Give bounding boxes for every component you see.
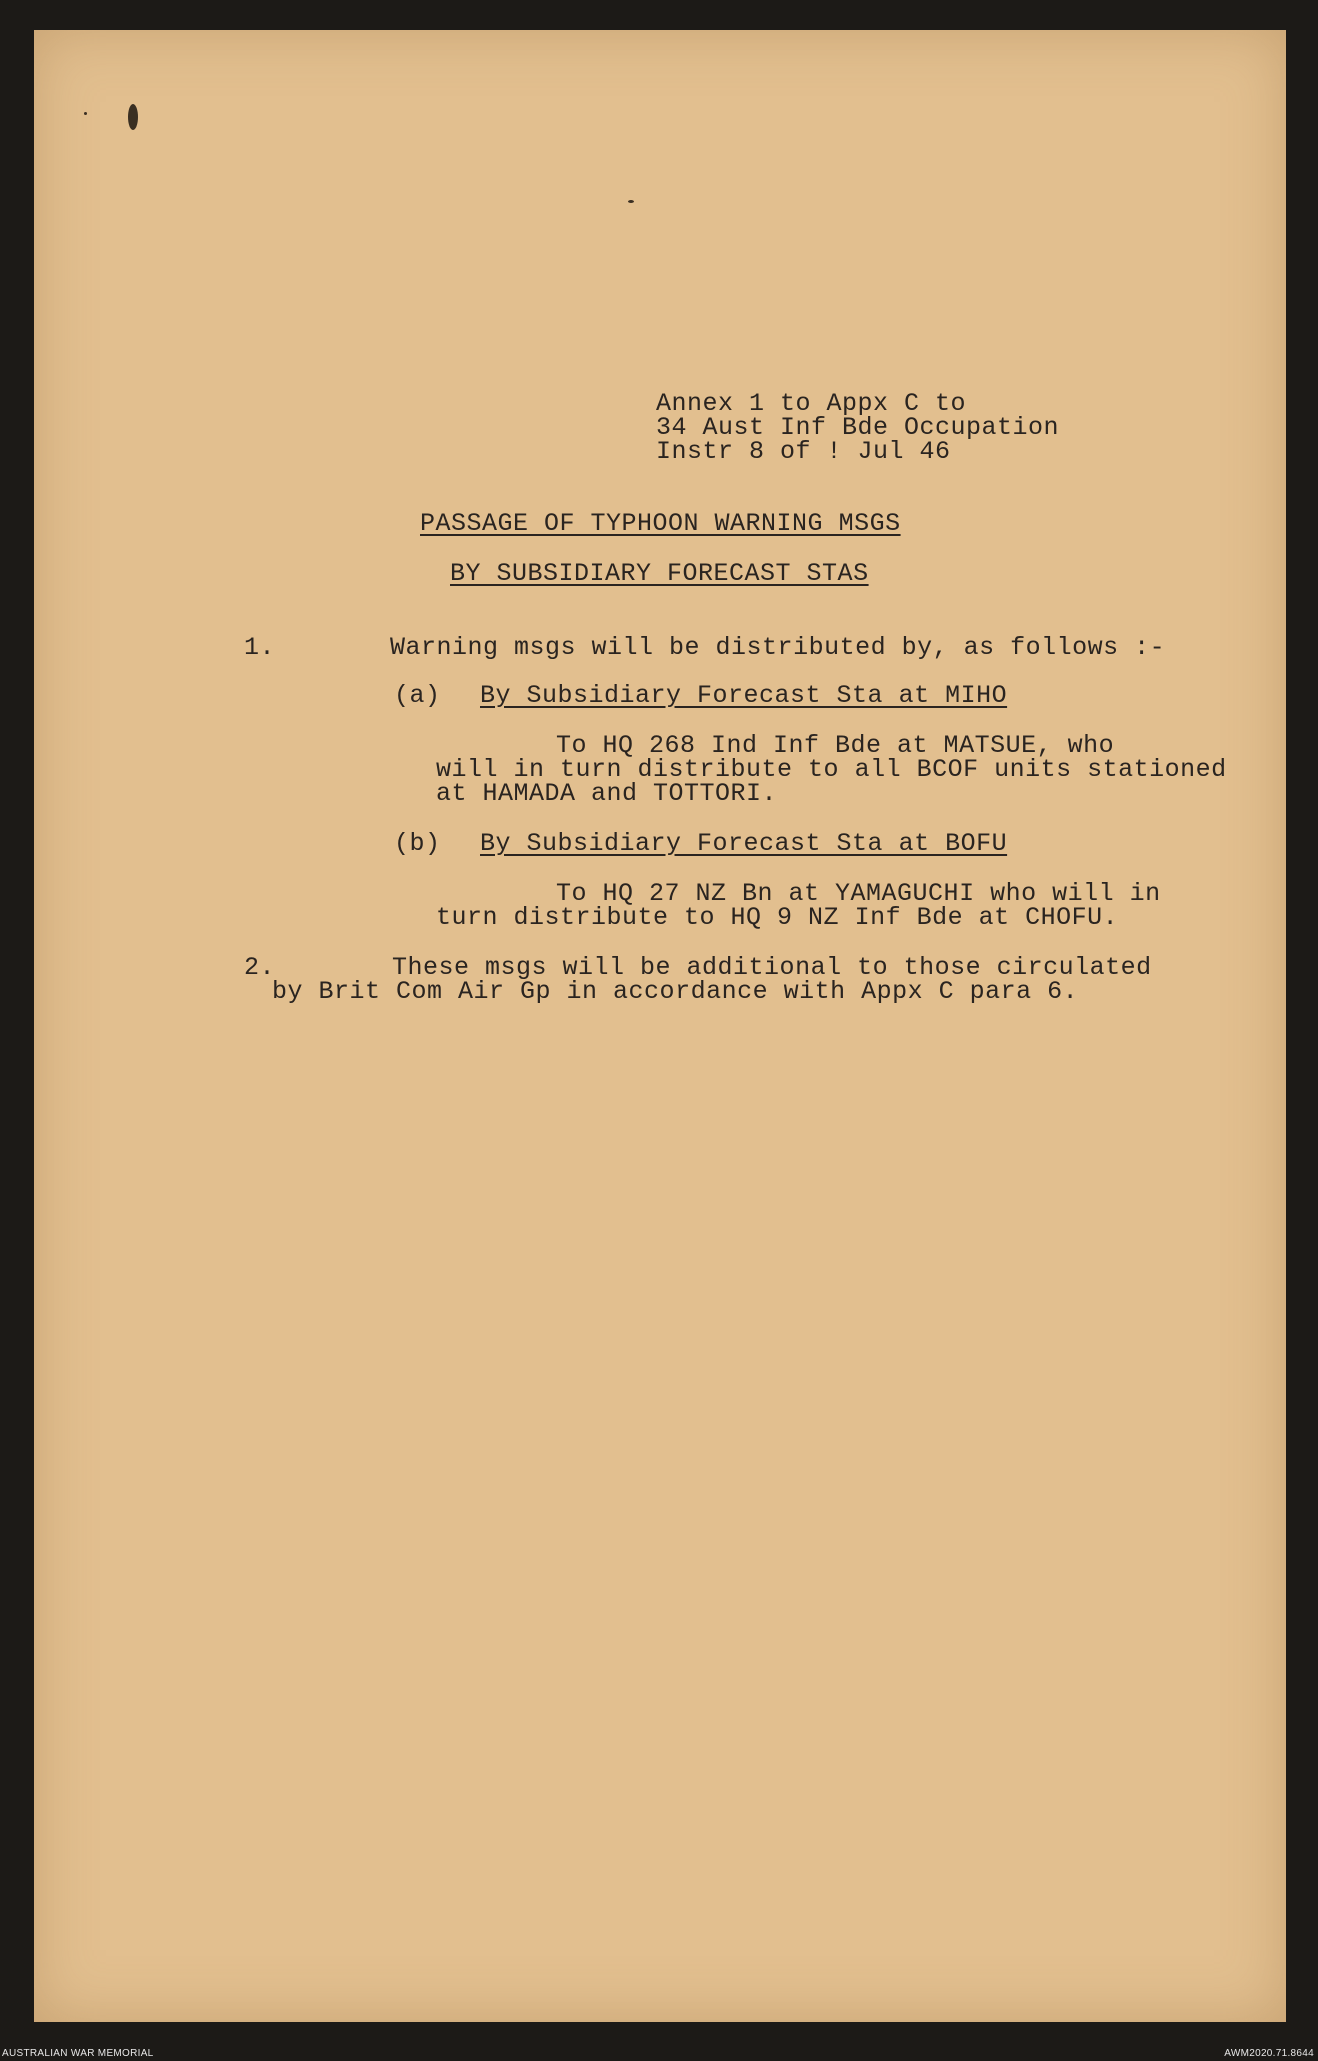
document-title-line-2: BY SUBSIDIARY FORECAST STAS (450, 559, 869, 588)
subpara-a-line-2: will in turn distribute to all BCOF units stationed (436, 755, 1227, 784)
footer-accession-number: AWM2020.71.8644 (1224, 2048, 1314, 2059)
annex-line-1: Annex 1 to Appx C to (656, 389, 967, 418)
document-title-line-1: PASSAGE OF TYPHOON WARNING MSGS (420, 509, 901, 538)
subpara-b-line-1: To HQ 27 NZ Bn at YAMAGUCHI who will in (556, 879, 1161, 908)
ink-blot (128, 104, 138, 130)
subpara-a-heading: By Subsidiary Forecast Sta at MIHO (480, 681, 1008, 710)
subpara-b-heading: By Subsidiary Forecast Sta at BOFU (480, 829, 1008, 858)
para-2-number: 2. (244, 953, 276, 982)
para-1-number: 1. (244, 633, 276, 662)
subpara-a-line-1: To HQ 268 Ind Inf Bde at MATSUE, who (556, 731, 1115, 760)
subpara-a-line-3: at HAMADA and TOTTORI. (436, 779, 778, 808)
ink-speck (84, 112, 87, 115)
document-page (34, 30, 1286, 2022)
annex-line-3: Instr 8 of ! Jul 46 (656, 437, 951, 466)
para-2-line-1: These msgs will be additional to those circulated (392, 953, 1152, 982)
annex-line-2: 34 Aust Inf Bde Occupation (656, 413, 1060, 442)
subpara-b-label: (b) (394, 829, 441, 858)
footer-source: AUSTRALIAN WAR MEMORIAL (2, 2048, 154, 2059)
subpara-a-label: (a) (394, 681, 441, 710)
ink-speck (628, 200, 634, 203)
subpara-b-line-2: turn distribute to HQ 9 NZ Inf Bde at CHOFU. (436, 903, 1119, 932)
para-2-line-2: by Brit Com Air Gp in accordance with Appx C para 6. (272, 977, 1079, 1006)
para-1-text: Warning msgs will be distributed by, as follows :- (390, 633, 1166, 662)
